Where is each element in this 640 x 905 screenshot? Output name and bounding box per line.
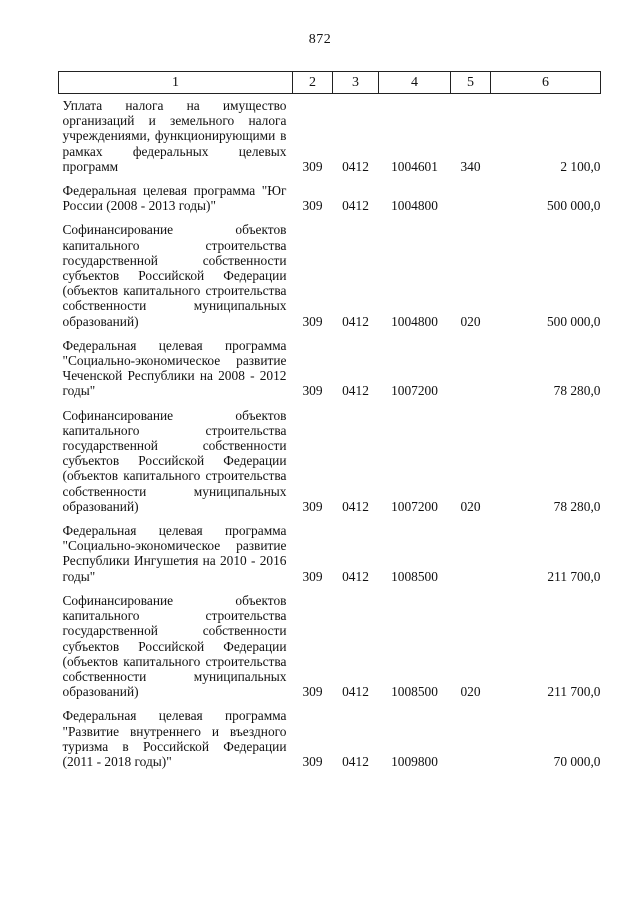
row-col5 bbox=[451, 704, 491, 774]
row-col3: 0412 bbox=[342, 158, 369, 174]
row-col2: 309 bbox=[302, 383, 323, 399]
header-col-2: 2 bbox=[293, 72, 333, 94]
row-col3: 0412 bbox=[342, 498, 369, 514]
row-name: Софинансирование объектов капитального строительства государственной собственности субъектов Российской Федерации (объектов капитального строительства собственности муниципальных образований) bbox=[62, 222, 287, 329]
row-col3: 0412 bbox=[342, 568, 369, 584]
table-row bbox=[59, 704, 601, 774]
row-col3: 0412 bbox=[342, 383, 369, 399]
row-col3: 0412 bbox=[342, 753, 369, 769]
row-col2: 309 bbox=[302, 498, 323, 514]
table-body bbox=[59, 94, 601, 775]
row-col4: 1004800 bbox=[391, 313, 438, 329]
row-col3: 0412 bbox=[342, 684, 369, 700]
row-col6: 211 700,0 bbox=[547, 568, 601, 584]
header-col-5: 5 bbox=[451, 72, 491, 94]
row-name: Федеральная целевая программа "Развитие внутреннего и въездного туризма в Российской Федерации (2011 - 2018 годы)" bbox=[62, 708, 287, 769]
row-col2: 309 bbox=[302, 753, 323, 769]
table-row bbox=[59, 334, 601, 404]
row-col6: 78 280,0 bbox=[553, 498, 601, 514]
row-col5 bbox=[451, 179, 491, 218]
row-col5: 020 bbox=[460, 313, 481, 329]
row-name: Федеральная целевая программа "Социально-экономическое развитие Республики Ингушетия на 2010 - 2016 годы" bbox=[62, 523, 287, 584]
row-col6: 211 700,0 bbox=[547, 684, 601, 700]
row-col5 bbox=[451, 334, 491, 404]
row-name: Уплата налога на имущество организаций и земельного налога учреждениями, функционирующими в рамках федеральных целевых программ bbox=[62, 98, 287, 174]
row-col5: 020 bbox=[460, 684, 481, 700]
row-name: Федеральная целевая программа "Социально-экономическое развитие Чеченской Республики на 2008 - 2012 годы" bbox=[62, 337, 287, 399]
row-name: Софинансирование объектов капитального строительства государственной собственности субъектов Российской Федерации (объектов капитального строительства собственности муниципальных образований) bbox=[62, 592, 287, 700]
row-col2: 309 bbox=[302, 568, 323, 584]
table-row bbox=[59, 589, 601, 704]
row-name: Софинансирование объектов капитального строительства государственной собственности субъектов Российской Федерации (объектов капитального строительства собственности муниципальных образований) bbox=[62, 407, 287, 514]
row-col4: 1009800 bbox=[391, 753, 438, 769]
header-col-6: 6 bbox=[491, 72, 601, 94]
row-col6: 500 000,0 bbox=[546, 198, 601, 214]
table-row bbox=[59, 218, 601, 333]
header-col-3: 3 bbox=[333, 72, 379, 94]
row-col4: 1007200 bbox=[391, 383, 438, 399]
row-col5 bbox=[451, 519, 491, 589]
table-row bbox=[59, 179, 601, 218]
header-row bbox=[59, 72, 601, 94]
row-col4: 1004601 bbox=[391, 158, 438, 174]
table-row bbox=[59, 519, 601, 589]
row-col3: 0412 bbox=[342, 198, 369, 214]
row-col4: 1007200 bbox=[391, 498, 438, 514]
row-col2: 309 bbox=[302, 684, 323, 700]
row-col2: 309 bbox=[302, 313, 323, 329]
row-col5: 020 bbox=[460, 498, 481, 514]
page-number: 872 bbox=[308, 32, 332, 47]
row-col6: 78 280,0 bbox=[553, 383, 601, 399]
row-col4: 1008500 bbox=[391, 568, 438, 584]
header-col-1: 1 bbox=[59, 72, 293, 94]
row-col6: 70 000,0 bbox=[553, 753, 601, 769]
row-col3: 0412 bbox=[342, 313, 369, 329]
row-name: Федеральная целевая программа "Юг России (2008 - 2013 годы)" bbox=[62, 183, 287, 214]
table-row bbox=[59, 94, 601, 180]
table-header bbox=[59, 72, 601, 94]
row-col4: 1004800 bbox=[391, 198, 438, 214]
budget-table bbox=[58, 71, 601, 774]
row-col6: 2 100,0 bbox=[560, 158, 601, 174]
row-col2: 309 bbox=[302, 198, 323, 214]
row-col5: 340 bbox=[460, 158, 481, 174]
row-col6: 500 000,0 bbox=[546, 313, 601, 329]
row-col4: 1008500 bbox=[391, 684, 438, 700]
table-row bbox=[59, 404, 601, 519]
row-col2: 309 bbox=[302, 158, 323, 174]
header-col-4: 4 bbox=[379, 72, 451, 94]
